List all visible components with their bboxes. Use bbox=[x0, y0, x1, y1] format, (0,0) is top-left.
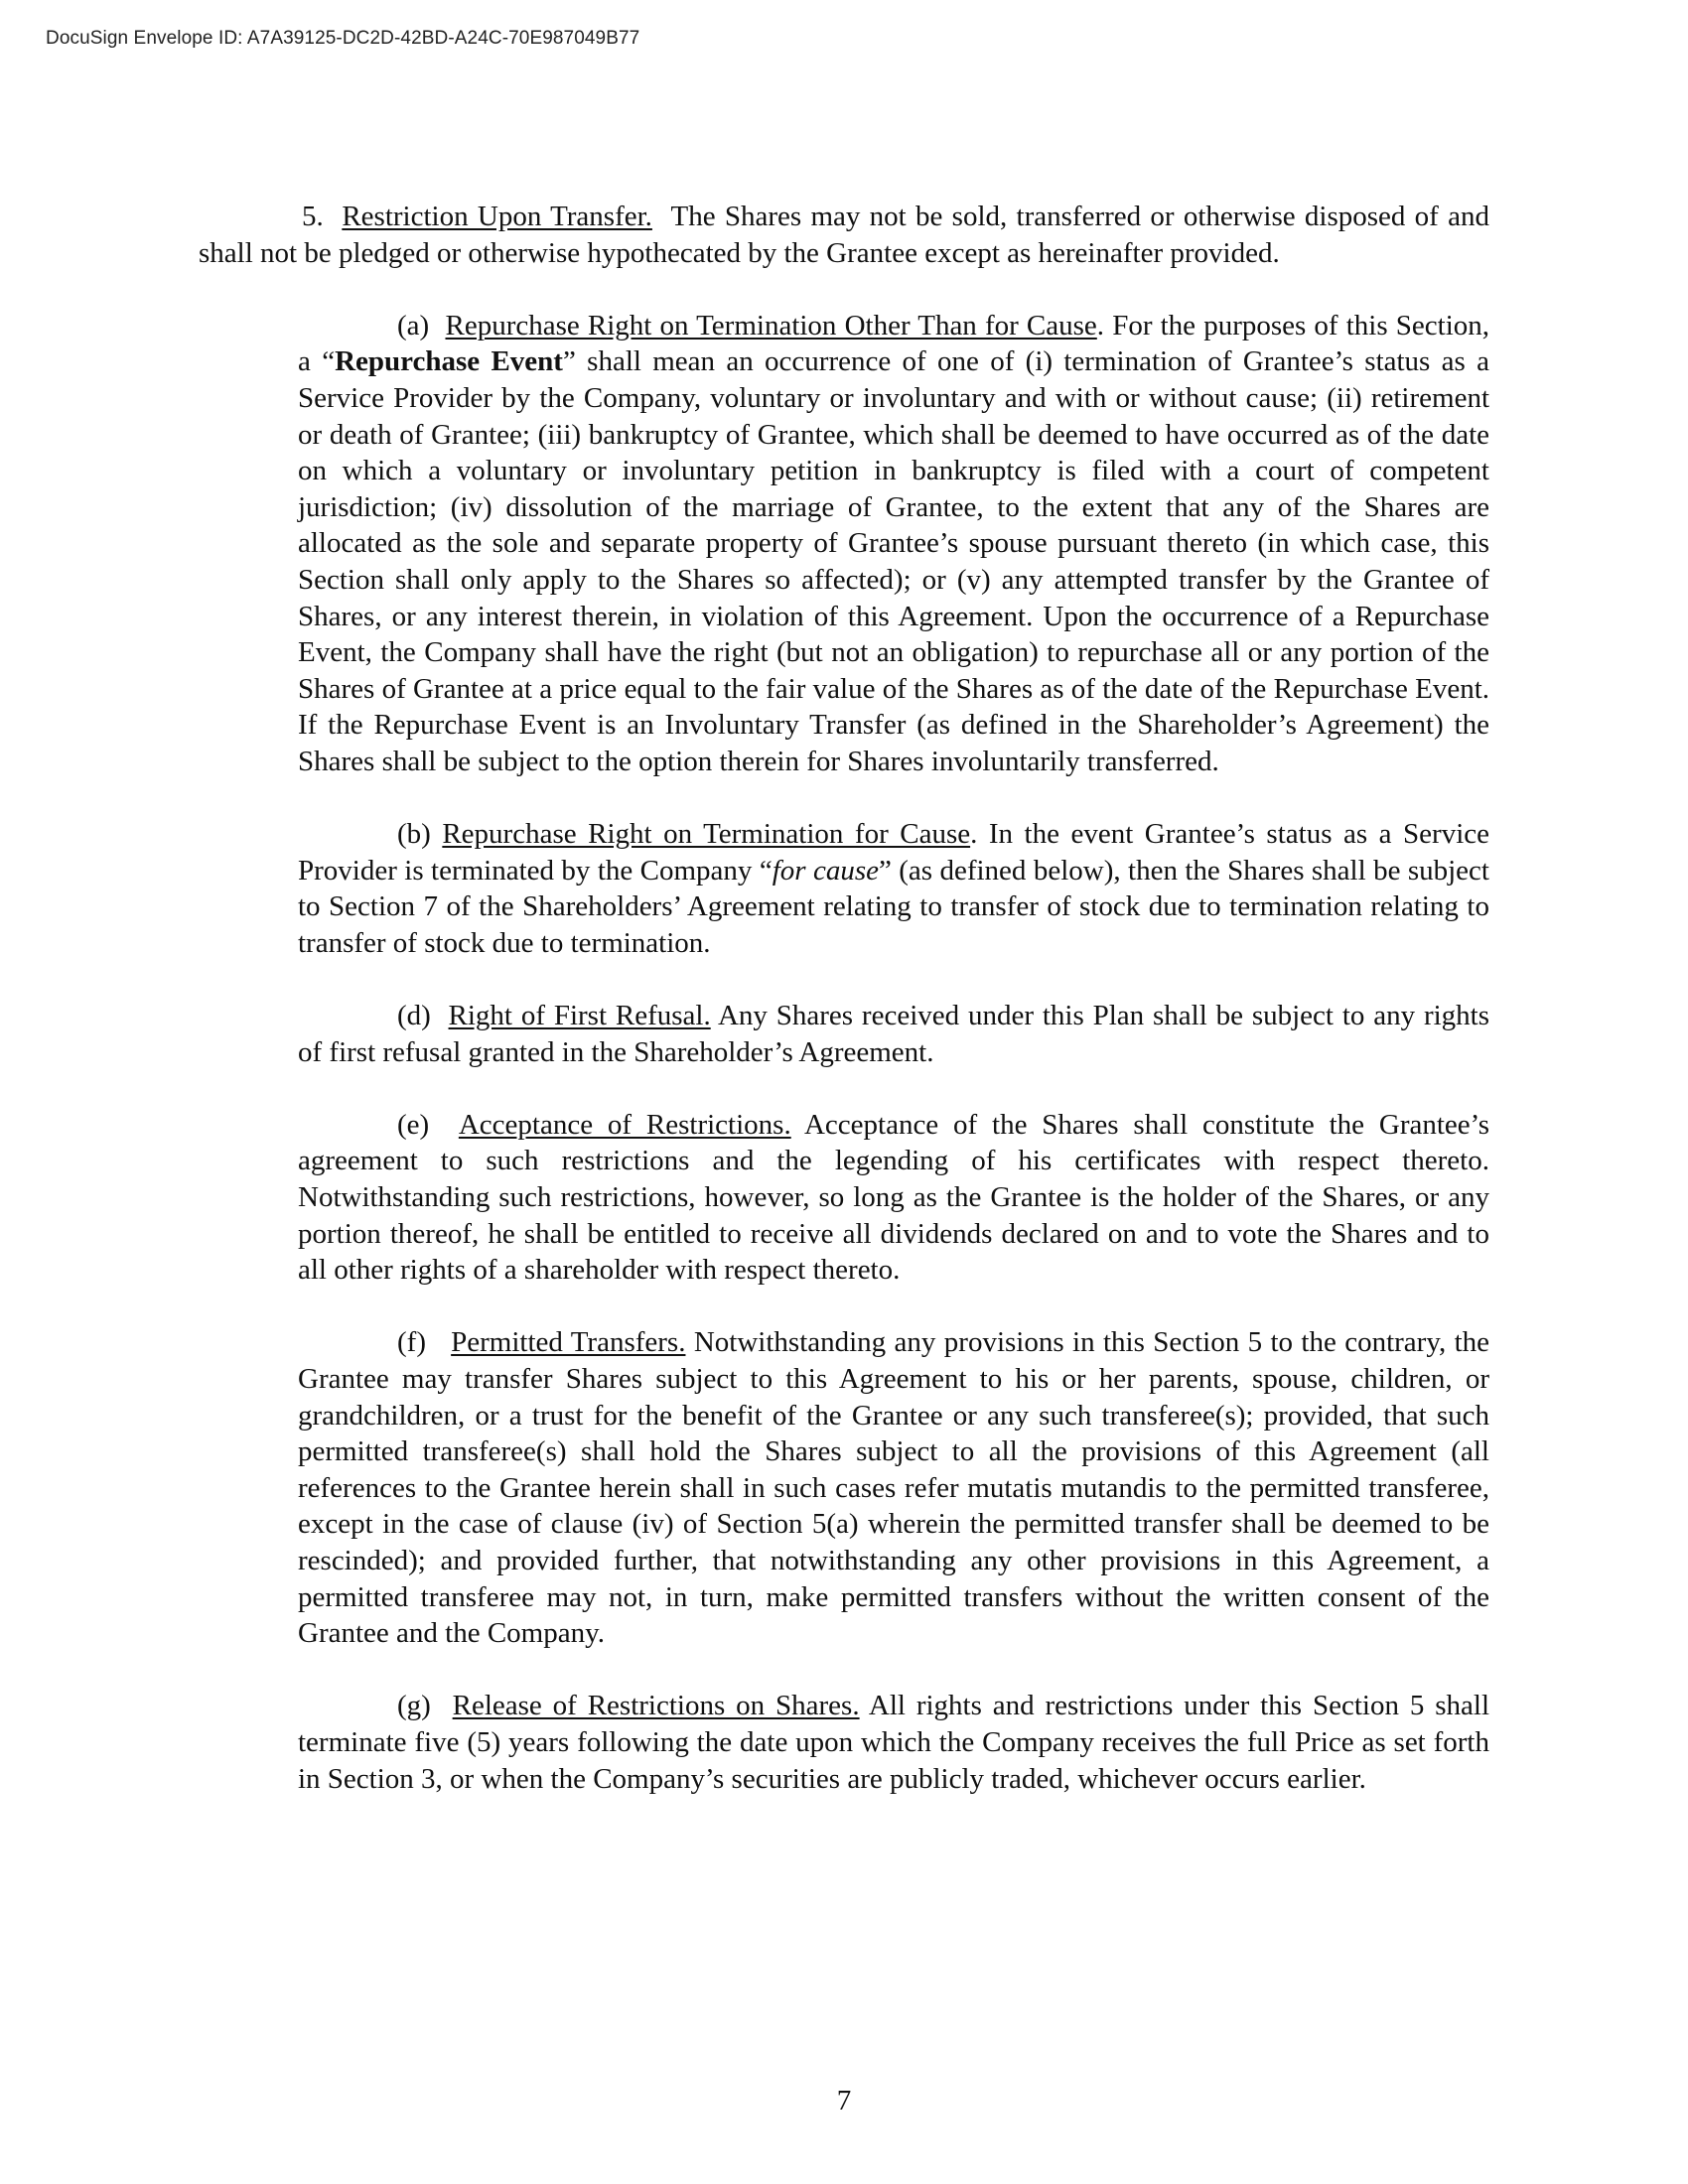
subsection-f-label: (f) bbox=[397, 1326, 426, 1359]
subsection-f bbox=[298, 1324, 1489, 1651]
subsection-d-label: (d) bbox=[397, 1000, 431, 1032]
subsection-a-text-2: ” shall mean an occurrence of one of (i) termination of Grantee’s status as a Service Provider by the Company, voluntary or involuntary and with or without cause; (ii) retirement or death of Grantee; (iii) bankruptcy of Grantee, which shall be deemed to have occurred as of the date on which a voluntary or involuntary petition in bankruptcy is filed with a court of competent jurisdiction; (iv) dissolution of the marriage of Grantee, to the extent that any of the Shares are allocated as the sole and separate property of Grantee’s spouse pursuant thereto (in which case, this Section shall only apply to the Shares so affected); or (v) any attempted transfer by the Grantee of Shares, or any interest therein, in violation of this Agreement. Upon the occurrence of a Repurchase Event, the Company shall have the right (but not an obligation) to repurchase all or any portion of the Shares of Grantee at a price equal to the fair value of the Shares as of the date of the Repurchase Event. If the Repurchase Event is an Involuntary Transfer (as defined in the Shareholder’s Agreement) the Shares shall be subject to the option therein for Shares involuntarily transferred. bbox=[298, 345, 1490, 777]
subsection-g bbox=[298, 1688, 1489, 1797]
document-body bbox=[199, 199, 1489, 1834]
subsection-e-label: (e) bbox=[397, 1108, 430, 1141]
subsection-d-text: Any Shares received under this Plan shall be subject to any rights of first refusal granted in the Shareholder’s Agreement. bbox=[298, 1000, 1490, 1068]
subsection-g-label: (g) bbox=[397, 1690, 431, 1722]
docusign-envelope-id: DocuSign Envelope ID: A7A39125-DC2D-42BD-A24C-70E987049B77 bbox=[46, 28, 640, 49]
section-number: 5. bbox=[302, 201, 324, 232]
section-5-paragraph bbox=[199, 199, 1489, 271]
subsection-a bbox=[298, 308, 1489, 780]
italic-term-for-cause: for cause bbox=[772, 854, 879, 887]
page-number: 7 bbox=[836, 2085, 852, 2116]
subsection-b bbox=[298, 816, 1489, 961]
subsection-a-heading: Repurchase Right on Termination Other Than for Cause bbox=[445, 309, 1097, 341]
subsection-b-text-2: ” (as defined below), then the Shares shall be subject to Section 7 of the Shareholders’ Agreement relating to transfer of stock due to termination relating to transfer of stock due to termination. bbox=[298, 854, 1489, 959]
subsection-e-heading: Acceptance of Restrictions. bbox=[458, 1108, 791, 1141]
defined-term-repurchase-event: Repurchase Event bbox=[335, 345, 563, 378]
subsection-b-text-1: . In the event Grantee’s status as a Service Provider is terminated by the Company “ bbox=[298, 818, 1489, 887]
subsection-g-text: All rights and restrictions under this Section 5 shall terminate five (5) years following the date upon which the Company receives the full Price as set forth in Section 3, or when the Company’s securities are publicly traded, whichever occurs earlier. bbox=[298, 1690, 1490, 1795]
section-heading: Restriction Upon Transfer. bbox=[342, 201, 652, 232]
subsection-g-heading: Release of Restrictions on Shares. bbox=[452, 1690, 860, 1722]
subsection-d-heading: Right of First Refusal. bbox=[448, 1000, 711, 1032]
subsection-f-heading: Permitted Transfers. bbox=[451, 1326, 686, 1359]
subsection-f-text: Notwithstanding any provisions in this Section 5 to the contrary, the Grantee may transfer Shares subject to this Agreement to his or her parents, spouse, children, or grandchildren, or a trust for the benefit of the Grantee or any such transferee(s); provided, that such permitted transferee(s) shall hold the Shares subject to all the provisions of this Agreement (all references to the Grantee herein shall in such cases refer mutatis mutandis to the permitted transferee, except in the case of clause (iv) of Section 5(a) wherein the permitted transfer shall be deemed to be rescinded); and provided further, that notwithstanding any other provisions in this Agreement, a permitted transferee may not, in turn, make permitted transfers without the written consent of the Grantee and the Company. bbox=[298, 1326, 1489, 1650]
subsection-e bbox=[298, 1107, 1489, 1289]
section-text: The Shares may not be sold, transferred or otherwise disposed of and shall not be pledged or otherwise hypothecated by the Grantee except as hereinafter provided. bbox=[199, 201, 1490, 269]
subsection-a-label: (a) bbox=[397, 309, 430, 341]
subsection-e-text: Acceptance of the Shares shall constitute the Grantee’s agreement to such restrictions and the legending of his certificates with respect thereto. Notwithstanding such restrictions, however, so long as the Grantee is the holder of the Shares, or any portion thereof, he shall be entitled to receive all dividends declared on and to vote the Shares and to all other rights of a shareholder with respect thereto. bbox=[298, 1108, 1489, 1287]
subsection-b-heading: Repurchase Right on Termination for Cause bbox=[442, 818, 971, 851]
subsection-b-label: (b) bbox=[397, 818, 431, 851]
subsection-a-text-1: . For the purposes of this Section, a “ bbox=[298, 309, 1490, 378]
subsection-d bbox=[298, 998, 1489, 1070]
